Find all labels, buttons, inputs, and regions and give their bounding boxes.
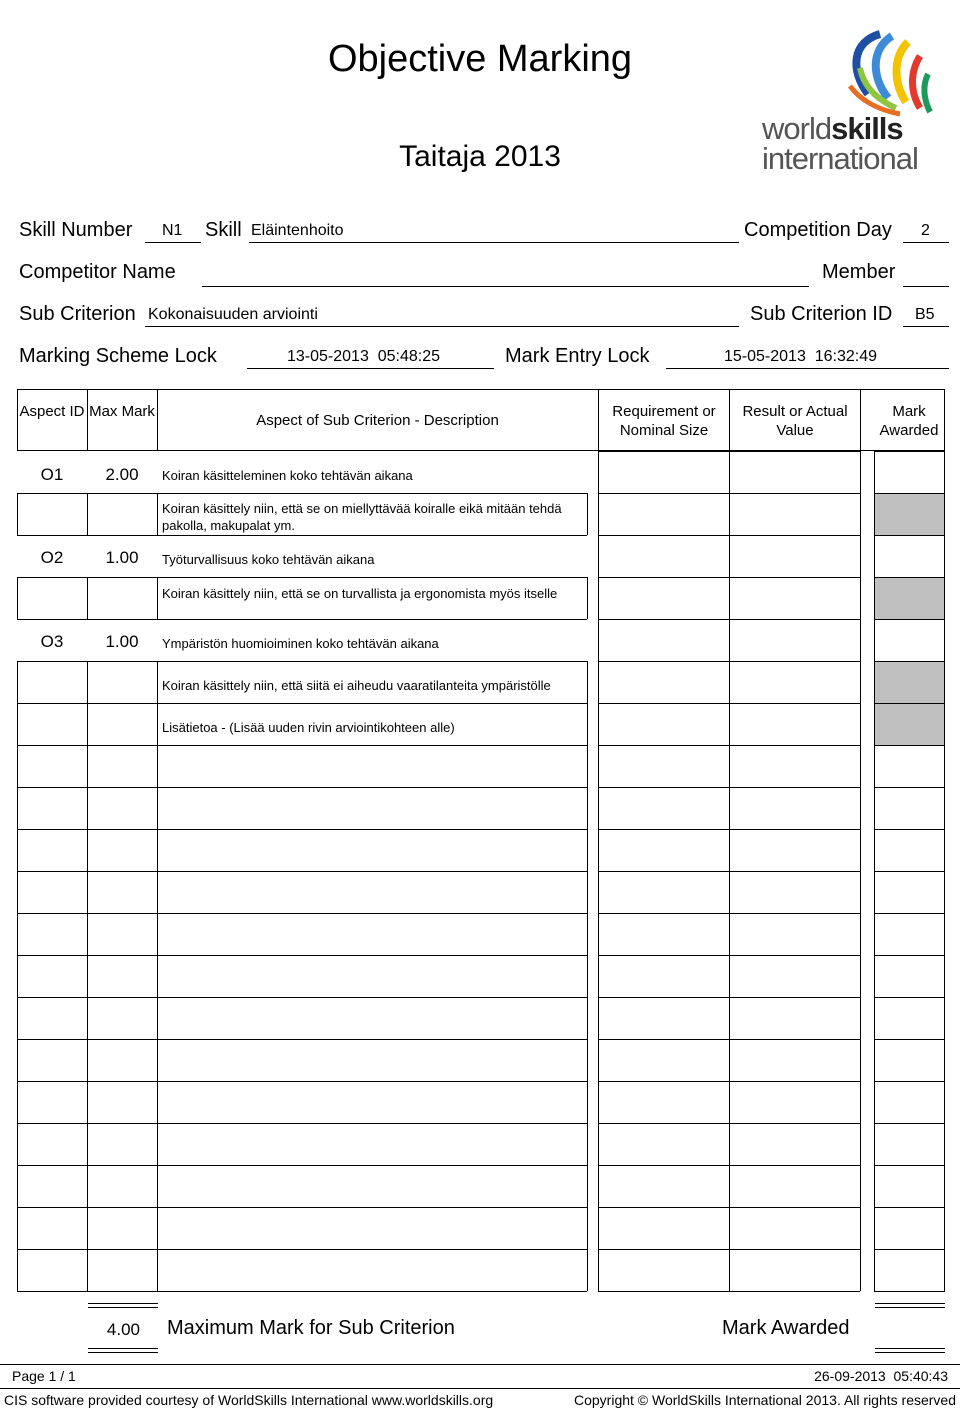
mark-entry-lock-field bbox=[666, 348, 949, 369]
mark-awarded-cell bbox=[875, 662, 944, 703]
page-subtitle: Taitaja 2013 bbox=[399, 140, 561, 173]
mark-awarded-cell[interactable] bbox=[875, 1250, 944, 1291]
page-number: Page 1 / 1 bbox=[12, 1368, 76, 1384]
competition-day-label: Competition Day bbox=[744, 219, 892, 241]
result-cell[interactable] bbox=[730, 1040, 860, 1081]
mark-awarded-cell[interactable] bbox=[875, 788, 944, 829]
mark-entry-lock-label: Mark Entry Lock bbox=[505, 345, 650, 367]
skill-number-field[interactable] bbox=[145, 222, 201, 243]
result-cell[interactable] bbox=[730, 494, 860, 535]
logo-word-world: world bbox=[762, 111, 832, 146]
member-label: Member bbox=[822, 261, 896, 283]
mark-awarded-cell[interactable] bbox=[875, 536, 944, 577]
member-field[interactable] bbox=[903, 266, 949, 287]
result-cell[interactable] bbox=[730, 1082, 860, 1123]
mark-awarded-cell bbox=[875, 704, 944, 745]
row-aspect-id: O2 bbox=[40, 548, 64, 567]
result-cell[interactable] bbox=[730, 452, 860, 493]
row-description: Koiran käsittely niin, että siitä ei aiheudu vaaratilanteita ympäristölle bbox=[162, 678, 551, 693]
marking-scheme-lock-field bbox=[247, 348, 494, 369]
mark-awarded-cell[interactable] bbox=[875, 914, 944, 955]
row-description: Koiran käsittely niin, että se on turvallista ja ergonomista myös itselle bbox=[162, 586, 558, 601]
marking-scheme-lock-value: 13-05-2013 05:48:25 bbox=[287, 348, 441, 365]
row-max-mark: 2.00 bbox=[105, 465, 139, 484]
mark-awarded-cell[interactable] bbox=[875, 830, 944, 871]
result-cell[interactable] bbox=[730, 704, 860, 745]
row-description: Koiran käsittely niin, että se on miellyttävää koiralle eikä mitään tehdä pakolla, makupalat ym. bbox=[162, 501, 562, 533]
result-cell[interactable] bbox=[730, 1166, 860, 1207]
mark-awarded-cell[interactable] bbox=[875, 956, 944, 997]
header-requirement: Requirement or Nominal Size bbox=[612, 403, 716, 439]
result-cell[interactable] bbox=[730, 620, 860, 661]
sub-criterion-field[interactable] bbox=[145, 306, 739, 327]
row-description: Ympäristön huomioiminen koko tehtävän aikana bbox=[162, 636, 439, 651]
mark-awarded-cell[interactable] bbox=[875, 1040, 944, 1081]
result-cell[interactable] bbox=[730, 872, 860, 913]
row-max-mark: 1.00 bbox=[105, 632, 139, 651]
result-cell[interactable] bbox=[730, 1124, 860, 1165]
result-cell[interactable] bbox=[730, 830, 860, 871]
sub-criterion-id-field[interactable] bbox=[903, 306, 949, 327]
copyright-text: Copyright © WorldSkills International 2013. All rights reserved bbox=[573, 1392, 956, 1408]
competition-day-field[interactable] bbox=[903, 222, 949, 243]
result-cell[interactable] bbox=[730, 536, 860, 577]
courtesy-text: CIS software provided courtesy of WorldSkills International www.worldskills.org bbox=[4, 1392, 494, 1408]
skill-number-value: N1 bbox=[162, 222, 183, 239]
logo-word-skills: skills bbox=[831, 111, 903, 146]
sub-criterion-label: Sub Criterion bbox=[19, 303, 136, 325]
mark-awarded-cell[interactable] bbox=[875, 998, 944, 1039]
competition-day-value: 2 bbox=[921, 222, 930, 239]
row-description: Lisätietoa - (Lisää uuden rivin arviointikohteen alle) bbox=[162, 720, 455, 735]
worldskills-logo bbox=[760, 28, 940, 178]
row-max-mark: 1.00 bbox=[105, 548, 139, 567]
mark-awarded-cell bbox=[875, 578, 944, 619]
skill-field[interactable] bbox=[249, 222, 739, 243]
result-cell[interactable] bbox=[730, 788, 860, 829]
result-cell[interactable] bbox=[730, 662, 860, 703]
max-mark-total-label: Maximum Mark for Sub Criterion bbox=[167, 1317, 455, 1339]
mark-awarded-cell[interactable] bbox=[875, 452, 944, 493]
mark-awarded-total-value[interactable] bbox=[875, 1308, 945, 1348]
sub-criterion-value: Kokonaisuuden arviointi bbox=[148, 306, 318, 323]
header-aspect-id: Aspect ID bbox=[19, 403, 85, 420]
skill-number-label: Skill Number bbox=[19, 219, 133, 241]
page-title: Objective Marking bbox=[327, 38, 633, 80]
mark-awarded-cell[interactable] bbox=[875, 1124, 944, 1165]
max-mark-total: 4.00 bbox=[106, 1320, 140, 1339]
result-cell[interactable] bbox=[730, 1250, 860, 1291]
row-description: Koiran käsitteleminen koko tehtävän aikana bbox=[162, 468, 413, 483]
sub-criterion-id-label: Sub Criterion ID bbox=[750, 303, 893, 325]
mark-awarded-cell[interactable] bbox=[875, 1082, 944, 1123]
sub-criterion-id-value: B5 bbox=[915, 306, 935, 323]
mark-awarded-cell[interactable] bbox=[875, 746, 944, 787]
row-aspect-id: O1 bbox=[40, 465, 64, 484]
result-cell[interactable] bbox=[730, 914, 860, 955]
header-mark-awarded: Mark Awarded bbox=[879, 403, 939, 439]
mark-entry-lock-value: 15-05-2013 16:32:49 bbox=[724, 348, 878, 365]
mark-awarded-cell[interactable] bbox=[875, 1208, 944, 1249]
header-description: Aspect of Sub Criterion - Description bbox=[256, 412, 499, 429]
header-result: Result or Actual Value bbox=[742, 403, 848, 439]
header-max-mark: Max Mark bbox=[89, 403, 155, 420]
row-description: Työturvallisuus koko tehtävän aikana bbox=[162, 552, 375, 567]
competitor-name-label: Competitor Name bbox=[19, 261, 176, 283]
marking-scheme-lock-label: Marking Scheme Lock bbox=[19, 345, 217, 367]
skill-value: Eläintenhoito bbox=[251, 222, 344, 239]
result-cell[interactable] bbox=[730, 956, 860, 997]
mark-awarded-total-label: Mark Awarded bbox=[722, 1317, 850, 1339]
mark-awarded-cell[interactable] bbox=[875, 1166, 944, 1207]
competitor-name-field[interactable] bbox=[202, 266, 809, 287]
result-cell[interactable] bbox=[730, 746, 860, 787]
mark-awarded-cell[interactable] bbox=[875, 620, 944, 661]
logo-word-international: international bbox=[762, 141, 918, 176]
skill-label: Skill bbox=[205, 219, 242, 241]
row-aspect-id: O3 bbox=[40, 632, 64, 651]
mark-awarded-cell[interactable] bbox=[875, 872, 944, 913]
result-cell[interactable] bbox=[730, 578, 860, 619]
mark-awarded-cell bbox=[875, 494, 944, 535]
result-cell[interactable] bbox=[730, 1208, 860, 1249]
print-timestamp: 26-09-2013 05:40:43 bbox=[814, 1368, 948, 1384]
result-cell[interactable] bbox=[730, 998, 860, 1039]
